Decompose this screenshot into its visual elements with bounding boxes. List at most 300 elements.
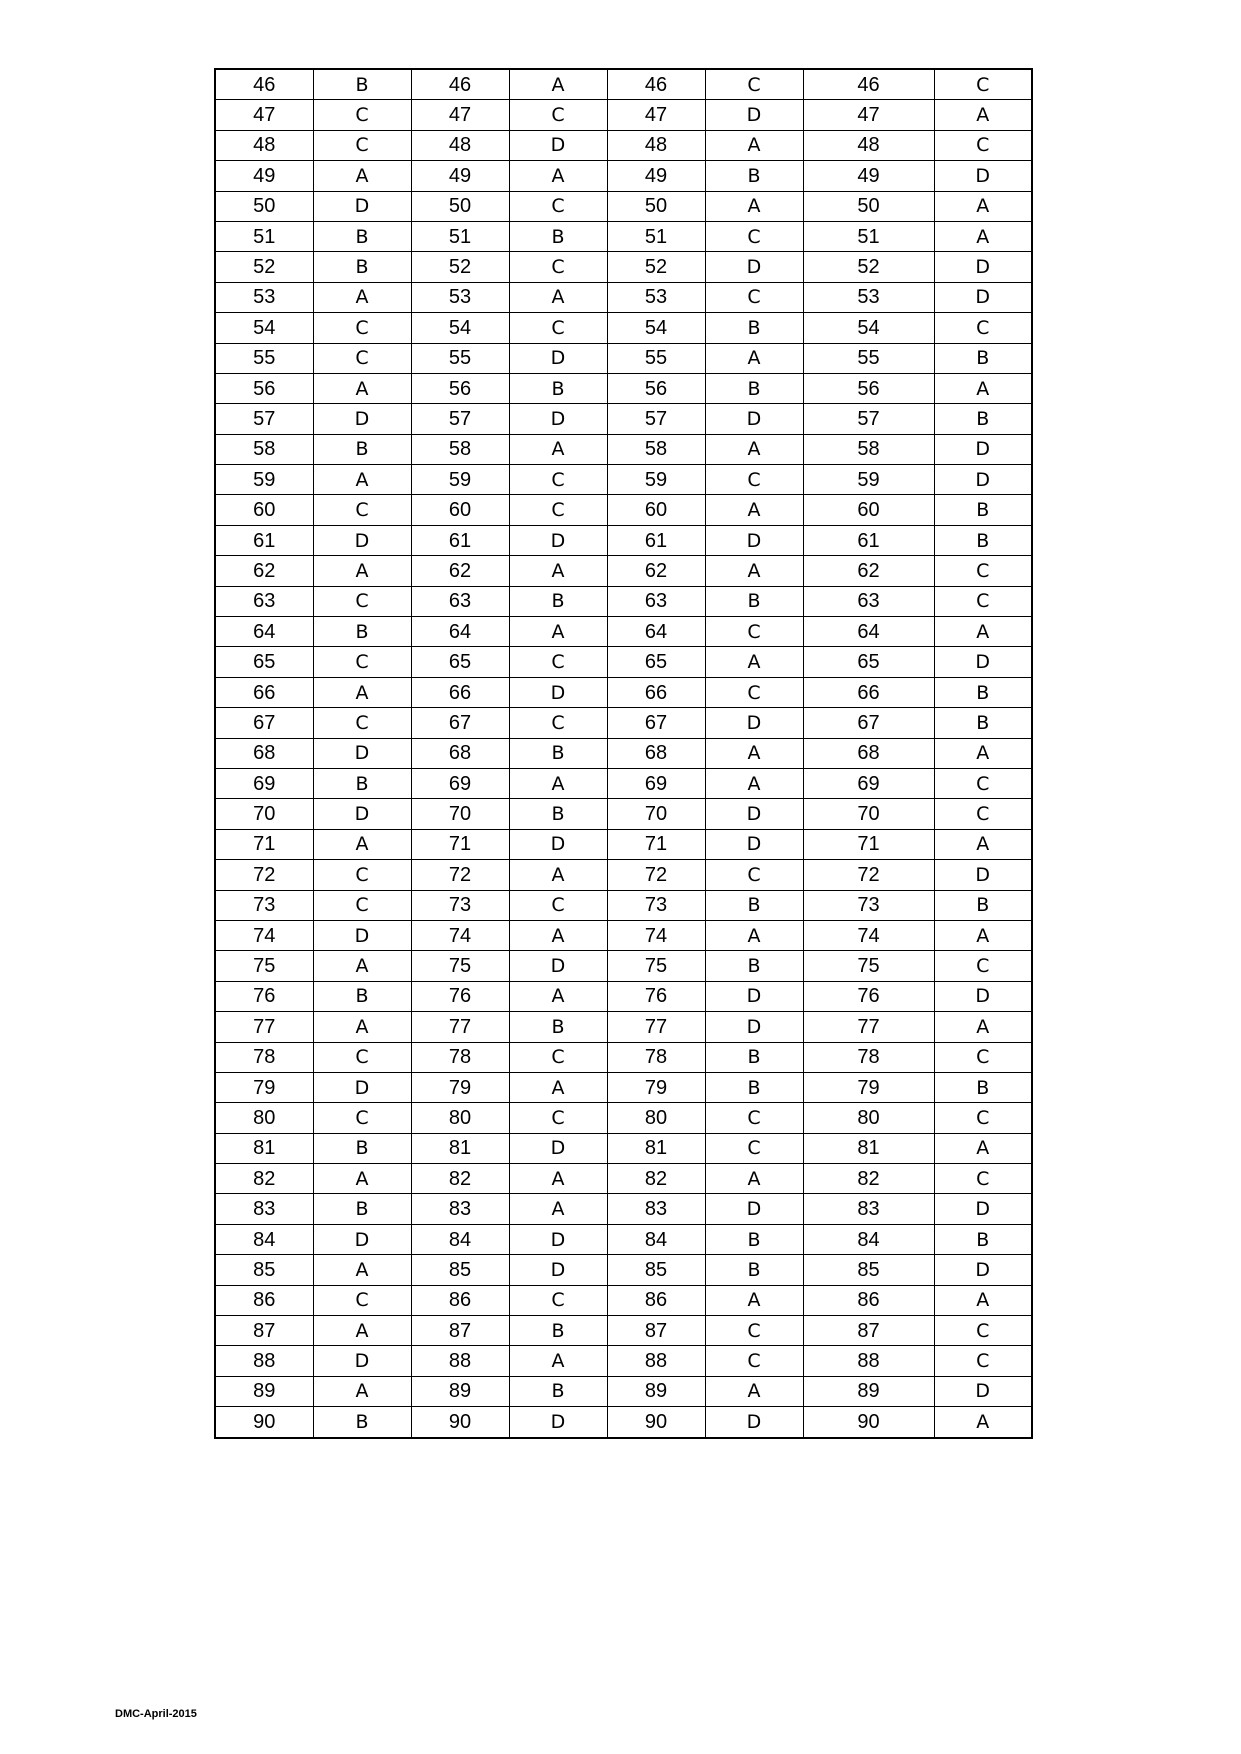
question-number-cell: 86 — [607, 1285, 705, 1315]
question-number-cell: 51 — [607, 221, 705, 251]
question-number-cell: 79 — [803, 1072, 934, 1102]
question-number-cell: 47 — [607, 100, 705, 130]
question-number-cell: 76 — [803, 981, 934, 1011]
answer-cell: A — [934, 221, 1032, 251]
question-number-cell: 69 — [803, 768, 934, 798]
table-row — [215, 252, 1032, 282]
question-number-cell: 72 — [215, 860, 313, 890]
question-number-cell: 68 — [803, 738, 934, 768]
answer-cell: A — [509, 434, 607, 464]
question-number-cell: 82 — [803, 1164, 934, 1194]
answer-cell: C — [509, 100, 607, 130]
answer-cell: B — [705, 1042, 803, 1072]
question-number-cell: 81 — [803, 1133, 934, 1163]
question-number-cell: 63 — [803, 586, 934, 616]
question-number-cell: 65 — [411, 647, 509, 677]
question-number-cell: 66 — [411, 677, 509, 707]
question-number-cell: 53 — [411, 282, 509, 312]
question-number-cell: 71 — [215, 829, 313, 859]
question-number-cell: 55 — [215, 343, 313, 373]
question-number-cell: 87 — [215, 1316, 313, 1346]
question-number-cell: 49 — [411, 161, 509, 191]
answer-cell: A — [509, 981, 607, 1011]
question-number-cell: 82 — [607, 1164, 705, 1194]
answer-cell: C — [934, 1042, 1032, 1072]
question-number-cell: 67 — [411, 708, 509, 738]
answer-cell: A — [313, 951, 411, 981]
answer-cell: A — [934, 829, 1032, 859]
question-number-cell: 48 — [215, 130, 313, 160]
answer-cell: B — [934, 890, 1032, 920]
question-number-cell: 54 — [411, 313, 509, 343]
question-number-cell: 88 — [803, 1346, 934, 1376]
answer-cell: A — [934, 738, 1032, 768]
answer-cell: D — [509, 677, 607, 707]
question-number-cell: 77 — [215, 1012, 313, 1042]
question-number-cell: 51 — [411, 221, 509, 251]
answer-cell: D — [934, 465, 1032, 495]
table-row — [215, 434, 1032, 464]
answer-cell: A — [509, 860, 607, 890]
question-number-cell: 90 — [803, 1407, 934, 1438]
table-row — [215, 1164, 1032, 1194]
question-number-cell: 46 — [411, 69, 509, 100]
question-number-cell: 83 — [215, 1194, 313, 1224]
answer-cell: C — [509, 465, 607, 495]
question-number-cell: 85 — [607, 1255, 705, 1285]
question-number-cell: 67 — [607, 708, 705, 738]
question-number-cell: 80 — [411, 1103, 509, 1133]
answer-cell: D — [313, 525, 411, 555]
question-number-cell: 64 — [411, 617, 509, 647]
table-row — [215, 1194, 1032, 1224]
table-row — [215, 161, 1032, 191]
answer-cell: A — [705, 343, 803, 373]
answer-cell: A — [313, 1255, 411, 1285]
question-number-cell: 78 — [411, 1042, 509, 1072]
question-number-cell: 74 — [215, 920, 313, 950]
question-number-cell: 76 — [607, 981, 705, 1011]
question-number-cell: 65 — [803, 647, 934, 677]
question-number-cell: 79 — [411, 1072, 509, 1102]
question-number-cell: 74 — [803, 920, 934, 950]
question-number-cell: 70 — [607, 799, 705, 829]
answer-cell: C — [313, 1042, 411, 1072]
question-number-cell: 80 — [607, 1103, 705, 1133]
question-number-cell: 50 — [215, 191, 313, 221]
answer-cell: C — [705, 221, 803, 251]
answer-cell: D — [509, 525, 607, 555]
question-number-cell: 82 — [215, 1164, 313, 1194]
question-number-cell: 78 — [215, 1042, 313, 1072]
question-number-cell: 90 — [215, 1407, 313, 1438]
answer-cell: B — [509, 1316, 607, 1346]
answer-cell: D — [705, 799, 803, 829]
answer-cell: C — [934, 1164, 1032, 1194]
question-number-cell: 73 — [411, 890, 509, 920]
answer-cell: B — [313, 768, 411, 798]
answer-cell: B — [313, 617, 411, 647]
answer-cell: D — [934, 1194, 1032, 1224]
question-number-cell: 85 — [411, 1255, 509, 1285]
question-number-cell: 53 — [215, 282, 313, 312]
question-number-cell: 87 — [803, 1316, 934, 1346]
table-row — [215, 404, 1032, 434]
answer-cell: C — [934, 556, 1032, 586]
question-number-cell: 89 — [411, 1376, 509, 1406]
question-number-cell: 72 — [803, 860, 934, 890]
question-number-cell: 62 — [607, 556, 705, 586]
table-row — [215, 556, 1032, 586]
question-number-cell: 75 — [411, 951, 509, 981]
answer-cell: D — [313, 799, 411, 829]
question-number-cell: 79 — [215, 1072, 313, 1102]
answer-cell: A — [313, 556, 411, 586]
answer-cell: B — [509, 1012, 607, 1042]
question-number-cell: 67 — [215, 708, 313, 738]
answer-cell: A — [705, 768, 803, 798]
answer-cell: B — [313, 69, 411, 100]
question-number-cell: 61 — [411, 525, 509, 555]
answer-cell: D — [509, 1407, 607, 1438]
answer-cell: A — [313, 465, 411, 495]
question-number-cell: 75 — [607, 951, 705, 981]
answer-cell: C — [705, 1133, 803, 1163]
answer-cell: B — [509, 221, 607, 251]
question-number-cell: 58 — [803, 434, 934, 464]
answer-cell: C — [313, 890, 411, 920]
table-row — [215, 343, 1032, 373]
answer-cell: A — [509, 1346, 607, 1376]
question-number-cell: 76 — [411, 981, 509, 1011]
question-number-cell: 90 — [411, 1407, 509, 1438]
question-number-cell: 90 — [607, 1407, 705, 1438]
answer-cell: B — [705, 586, 803, 616]
answer-cell: A — [934, 1012, 1032, 1042]
question-number-cell: 52 — [411, 252, 509, 282]
question-number-cell: 62 — [411, 556, 509, 586]
question-number-cell: 56 — [411, 373, 509, 403]
answer-cell: B — [313, 252, 411, 282]
question-number-cell: 63 — [215, 586, 313, 616]
question-number-cell: 48 — [803, 130, 934, 160]
table-row — [215, 586, 1032, 616]
answer-cell: D — [313, 404, 411, 434]
question-number-cell: 82 — [411, 1164, 509, 1194]
answer-cell: C — [313, 1285, 411, 1315]
answer-cell: B — [313, 1407, 411, 1438]
question-number-cell: 51 — [215, 221, 313, 251]
question-number-cell: 68 — [411, 738, 509, 768]
question-number-cell: 69 — [215, 768, 313, 798]
question-number-cell: 57 — [607, 404, 705, 434]
answer-cell: D — [509, 404, 607, 434]
question-number-cell: 77 — [411, 1012, 509, 1042]
question-number-cell: 73 — [215, 890, 313, 920]
table-row — [215, 525, 1032, 555]
answer-cell: C — [705, 1103, 803, 1133]
answer-cell: C — [509, 708, 607, 738]
question-number-cell: 55 — [607, 343, 705, 373]
answer-cell: A — [313, 161, 411, 191]
answer-cell: C — [313, 860, 411, 890]
answer-key-table — [214, 68, 1033, 1439]
answer-cell: C — [705, 282, 803, 312]
question-number-cell: 64 — [803, 617, 934, 647]
question-number-cell: 84 — [803, 1224, 934, 1254]
answer-cell: D — [705, 829, 803, 859]
table-row — [215, 981, 1032, 1011]
question-number-cell: 50 — [411, 191, 509, 221]
question-number-cell: 77 — [607, 1012, 705, 1042]
question-number-cell: 70 — [803, 799, 934, 829]
answer-cell: D — [934, 282, 1032, 312]
answer-cell: B — [705, 1224, 803, 1254]
answer-cell: C — [509, 313, 607, 343]
answer-cell: B — [313, 1194, 411, 1224]
answer-cell: D — [934, 1376, 1032, 1406]
table-row — [215, 617, 1032, 647]
table-row — [215, 1376, 1032, 1406]
question-number-cell: 84 — [411, 1224, 509, 1254]
answer-cell: A — [313, 282, 411, 312]
question-number-cell: 54 — [607, 313, 705, 343]
answer-cell: A — [509, 69, 607, 100]
question-number-cell: 85 — [215, 1255, 313, 1285]
answer-cell: A — [509, 617, 607, 647]
answer-cell: C — [509, 890, 607, 920]
table-row — [215, 373, 1032, 403]
question-number-cell: 65 — [607, 647, 705, 677]
question-number-cell: 67 — [803, 708, 934, 738]
question-number-cell: 57 — [803, 404, 934, 434]
answer-cell: B — [705, 313, 803, 343]
answer-cell: A — [705, 434, 803, 464]
answer-cell: C — [705, 617, 803, 647]
table-row — [215, 860, 1032, 890]
answer-cell: A — [313, 1376, 411, 1406]
question-number-cell: 62 — [803, 556, 934, 586]
answer-cell: C — [934, 768, 1032, 798]
question-number-cell: 70 — [411, 799, 509, 829]
question-number-cell: 68 — [215, 738, 313, 768]
table-row — [215, 738, 1032, 768]
table-row — [215, 890, 1032, 920]
question-number-cell: 56 — [803, 373, 934, 403]
question-number-cell: 54 — [215, 313, 313, 343]
question-number-cell: 89 — [215, 1376, 313, 1406]
answer-cell: B — [705, 890, 803, 920]
question-number-cell: 69 — [607, 768, 705, 798]
question-number-cell: 60 — [215, 495, 313, 525]
answer-cell: A — [509, 161, 607, 191]
question-number-cell: 50 — [607, 191, 705, 221]
answer-cell: A — [313, 1316, 411, 1346]
question-number-cell: 52 — [215, 252, 313, 282]
answer-cell: A — [934, 100, 1032, 130]
question-number-cell: 73 — [607, 890, 705, 920]
question-number-cell: 76 — [215, 981, 313, 1011]
answer-cell: D — [934, 1255, 1032, 1285]
table-row — [215, 1224, 1032, 1254]
table-row — [215, 951, 1032, 981]
answer-cell: C — [509, 1285, 607, 1315]
answer-cell: A — [705, 1285, 803, 1315]
answer-cell: A — [934, 920, 1032, 950]
answer-cell: D — [313, 191, 411, 221]
question-number-cell: 66 — [215, 677, 313, 707]
question-number-cell: 60 — [411, 495, 509, 525]
question-number-cell: 52 — [803, 252, 934, 282]
question-number-cell: 47 — [803, 100, 934, 130]
question-number-cell: 68 — [607, 738, 705, 768]
answer-cell: D — [705, 708, 803, 738]
answer-cell: C — [313, 313, 411, 343]
question-number-cell: 83 — [411, 1194, 509, 1224]
question-number-cell: 55 — [803, 343, 934, 373]
question-number-cell: 58 — [607, 434, 705, 464]
question-number-cell: 78 — [803, 1042, 934, 1072]
answer-cell: C — [934, 69, 1032, 100]
answer-cell: A — [705, 1376, 803, 1406]
table-row — [215, 829, 1032, 859]
question-number-cell: 53 — [803, 282, 934, 312]
answer-cell: D — [509, 829, 607, 859]
question-number-cell: 85 — [803, 1255, 934, 1285]
question-number-cell: 52 — [607, 252, 705, 282]
answer-cell: B — [509, 586, 607, 616]
answer-cell: A — [705, 738, 803, 768]
answer-cell: C — [313, 708, 411, 738]
question-number-cell: 78 — [607, 1042, 705, 1072]
answer-cell: B — [934, 343, 1032, 373]
answer-cell: B — [705, 1072, 803, 1102]
question-number-cell: 73 — [803, 890, 934, 920]
question-number-cell: 56 — [215, 373, 313, 403]
question-number-cell: 81 — [215, 1133, 313, 1163]
answer-cell: C — [509, 1042, 607, 1072]
answer-cell: C — [313, 495, 411, 525]
question-number-cell: 47 — [411, 100, 509, 130]
question-number-cell: 71 — [607, 829, 705, 859]
answer-cell: A — [313, 373, 411, 403]
table-row — [215, 1346, 1032, 1376]
question-number-cell: 65 — [215, 647, 313, 677]
answer-cell: D — [509, 130, 607, 160]
question-number-cell: 69 — [411, 768, 509, 798]
table-row — [215, 1042, 1032, 1072]
question-number-cell: 80 — [803, 1103, 934, 1133]
question-number-cell: 62 — [215, 556, 313, 586]
question-number-cell: 59 — [607, 465, 705, 495]
answer-cell: D — [705, 404, 803, 434]
answer-cell: A — [934, 1285, 1032, 1315]
question-number-cell: 48 — [411, 130, 509, 160]
question-number-cell: 57 — [215, 404, 313, 434]
table-row — [215, 647, 1032, 677]
question-number-cell: 75 — [803, 951, 934, 981]
question-number-cell: 70 — [215, 799, 313, 829]
question-number-cell: 58 — [215, 434, 313, 464]
answer-cell: C — [934, 1346, 1032, 1376]
answer-cell: C — [934, 951, 1032, 981]
answer-cell: B — [934, 495, 1032, 525]
answer-cell: C — [313, 647, 411, 677]
table-row — [215, 1285, 1032, 1315]
question-number-cell: 63 — [607, 586, 705, 616]
answer-cell: D — [509, 343, 607, 373]
question-number-cell: 72 — [607, 860, 705, 890]
answer-cell: B — [509, 799, 607, 829]
answer-cell: D — [509, 1133, 607, 1163]
question-number-cell: 84 — [215, 1224, 313, 1254]
question-number-cell: 89 — [607, 1376, 705, 1406]
answer-cell: B — [934, 404, 1032, 434]
answer-cell: C — [934, 586, 1032, 616]
question-number-cell: 57 — [411, 404, 509, 434]
question-number-cell: 61 — [607, 525, 705, 555]
question-number-cell: 83 — [803, 1194, 934, 1224]
question-number-cell: 72 — [411, 860, 509, 890]
question-number-cell: 88 — [607, 1346, 705, 1376]
question-number-cell: 87 — [607, 1316, 705, 1346]
question-number-cell: 60 — [803, 495, 934, 525]
answer-cell: D — [934, 252, 1032, 282]
question-number-cell: 46 — [215, 69, 313, 100]
answer-cell: A — [705, 1164, 803, 1194]
answer-cell: A — [934, 617, 1032, 647]
question-number-cell: 84 — [607, 1224, 705, 1254]
question-number-cell: 47 — [215, 100, 313, 130]
answer-cell: C — [934, 1103, 1032, 1133]
answer-cell: C — [313, 130, 411, 160]
question-number-cell: 53 — [607, 282, 705, 312]
answer-cell: D — [934, 860, 1032, 890]
answer-cell: A — [705, 495, 803, 525]
answer-cell: A — [509, 1072, 607, 1102]
answer-cell: A — [934, 191, 1032, 221]
answer-cell: A — [509, 768, 607, 798]
question-number-cell: 80 — [215, 1103, 313, 1133]
question-number-cell: 46 — [607, 69, 705, 100]
question-number-cell: 75 — [215, 951, 313, 981]
question-number-cell: 86 — [215, 1285, 313, 1315]
answer-cell: C — [705, 677, 803, 707]
answer-cell: D — [934, 161, 1032, 191]
answer-cell: A — [509, 1164, 607, 1194]
table-row — [215, 1012, 1032, 1042]
table-row — [215, 1407, 1032, 1438]
answer-cell: D — [509, 951, 607, 981]
table-row — [215, 282, 1032, 312]
question-number-cell: 51 — [803, 221, 934, 251]
answer-cell: A — [934, 1133, 1032, 1163]
answer-cell: B — [509, 738, 607, 768]
question-number-cell: 59 — [215, 465, 313, 495]
answer-cell: B — [509, 1376, 607, 1406]
answer-cell: B — [934, 525, 1032, 555]
question-number-cell: 74 — [607, 920, 705, 950]
answer-cell: B — [934, 708, 1032, 738]
answer-cell: D — [705, 100, 803, 130]
answer-cell: D — [313, 1224, 411, 1254]
answer-cell: B — [313, 221, 411, 251]
answer-cell: C — [934, 130, 1032, 160]
table-row — [215, 130, 1032, 160]
question-number-cell: 63 — [411, 586, 509, 616]
answer-cell: C — [934, 1316, 1032, 1346]
answer-cell: B — [313, 434, 411, 464]
